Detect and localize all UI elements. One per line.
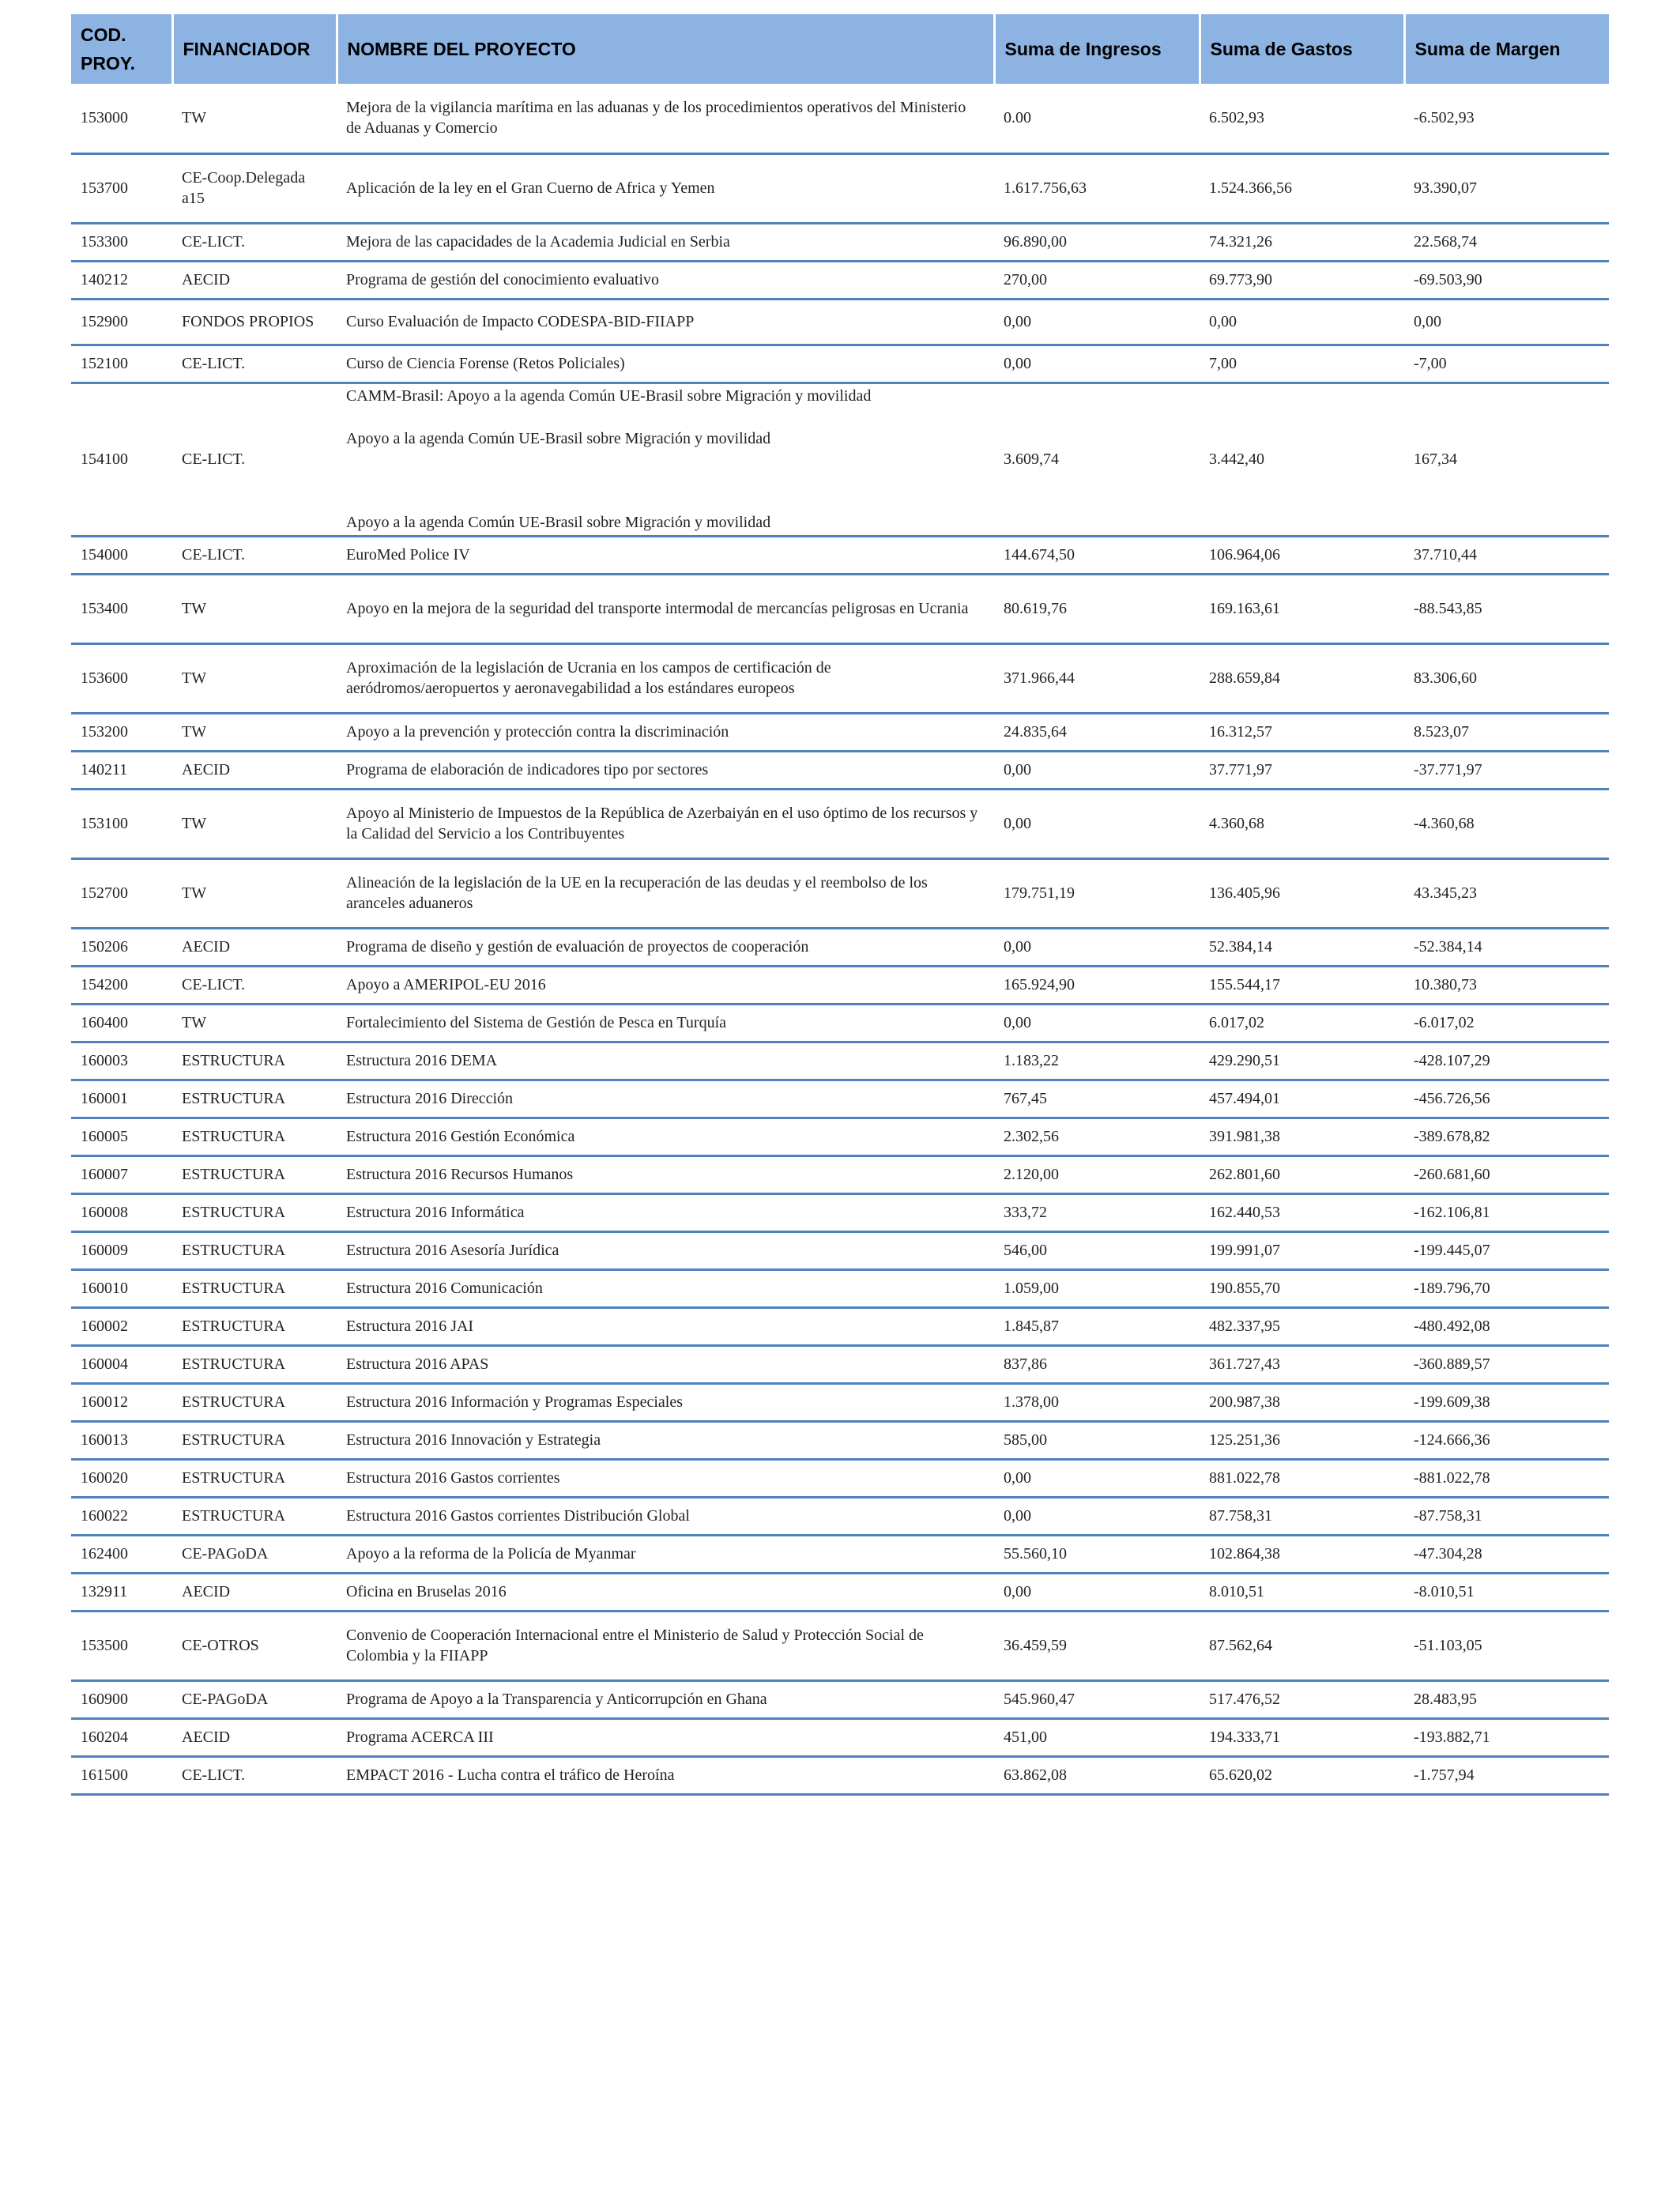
cell-financiador: TW: [172, 643, 337, 713]
cell-cod: 160020: [71, 1459, 172, 1497]
cell-ingresos: 0,00: [994, 789, 1200, 858]
cell-cod: 153500: [71, 1611, 172, 1680]
cell-nombre: EuroMed Police IV: [337, 536, 994, 574]
cell-nombre: Convenio de Cooperación Internacional entre el Ministerio de Salud y Protección Social de Colombia y la FIIAPP: [337, 1611, 994, 1680]
cell-margen: -193.882,71: [1404, 1718, 1609, 1756]
cell-margen: -389.678,82: [1404, 1118, 1609, 1155]
cell-cod: 160012: [71, 1383, 172, 1421]
project-name-line: Apoyo a la agenda Común UE-Brasil sobre Migración y movilidad: [346, 430, 771, 447]
cell-gastos: 65.620,02: [1200, 1756, 1404, 1794]
cell-ingresos: 36.459,59: [994, 1611, 1200, 1680]
cell-cod: 160022: [71, 1497, 172, 1535]
cell-ingresos: 0,00: [994, 1497, 1200, 1535]
cell-financiador: ESTRUCTURA: [172, 1421, 337, 1459]
cell-margen: 0,00: [1404, 299, 1609, 345]
cell-margen: 43.345,23: [1404, 858, 1609, 928]
cell-ingresos: 165.924,90: [994, 966, 1200, 1004]
table-row: [71, 1042, 1609, 1080]
cell-financiador: ESTRUCTURA: [172, 1155, 337, 1193]
cell-ingresos: 1.617.756,63: [994, 153, 1200, 223]
cell-ingresos: 1.183,22: [994, 1042, 1200, 1080]
cell-nombre: Estructura 2016 APAS: [337, 1345, 994, 1383]
cell-gastos: 881.022,78: [1200, 1459, 1404, 1497]
cell-ingresos: 0,00: [994, 751, 1200, 789]
cell-cod: 152700: [71, 858, 172, 928]
cell-ingresos: 144.674,50: [994, 536, 1200, 574]
table-row: [71, 1231, 1609, 1269]
header-nombre: NOMBRE DEL PROYECTO: [337, 14, 994, 84]
table-row: [71, 1155, 1609, 1193]
cell-ingresos: 80.619,76: [994, 574, 1200, 643]
cell-ingresos: 0,00: [994, 345, 1200, 383]
cell-gastos: 4.360,68: [1200, 789, 1404, 858]
cell-ingresos: 545.960,47: [994, 1680, 1200, 1718]
header-margen: Suma de Margen: [1404, 14, 1609, 84]
cell-ingresos: 333,72: [994, 1193, 1200, 1231]
cell-ingresos: 451,00: [994, 1718, 1200, 1756]
cell-cod: 154000: [71, 536, 172, 574]
cell-ingresos: 546,00: [994, 1231, 1200, 1269]
table-body: [71, 84, 1609, 1794]
cell-financiador: ESTRUCTURA: [172, 1497, 337, 1535]
cell-margen: -199.445,07: [1404, 1231, 1609, 1269]
table-row: [71, 1718, 1609, 1756]
cell-gastos: 125.251,36: [1200, 1421, 1404, 1459]
cell-cod: 153000: [71, 84, 172, 153]
cell-cod: 153700: [71, 153, 172, 223]
cell-financiador: TW: [172, 858, 337, 928]
cell-financiador: FONDOS PROPIOS: [172, 299, 337, 345]
table-row: [71, 858, 1609, 928]
table-row: [71, 1573, 1609, 1611]
cell-nombre: Mejora de la vigilancia marítima en las aduanas y de los procedimientos operativos del Ministerio de Aduanas y Comercio: [337, 84, 994, 153]
cell-margen: 37.710,44: [1404, 536, 1609, 574]
cell-financiador: TW: [172, 789, 337, 858]
cell-cod: 140211: [71, 751, 172, 789]
cell-cod: 132911: [71, 1573, 172, 1611]
cell-gastos: 136.405,96: [1200, 858, 1404, 928]
cell-cod: 160008: [71, 1193, 172, 1231]
cell-cod: 160010: [71, 1269, 172, 1307]
cell-margen: -8.010,51: [1404, 1573, 1609, 1611]
cell-margen: -189.796,70: [1404, 1269, 1609, 1307]
cell-ingresos: 1.845,87: [994, 1307, 1200, 1345]
cell-margen: -52.384,14: [1404, 928, 1609, 966]
cell-cod: 153300: [71, 223, 172, 261]
cell-gastos: 1.524.366,56: [1200, 153, 1404, 223]
cell-financiador: CE-Coop.Delegada a15: [172, 153, 337, 223]
cell-ingresos: 270,00: [994, 261, 1200, 299]
cell-financiador: CE-LICT.: [172, 966, 337, 1004]
cell-financiador: ESTRUCTURA: [172, 1383, 337, 1421]
cell-margen: -47.304,28: [1404, 1535, 1609, 1573]
cell-financiador: CE-PAGoDA: [172, 1535, 337, 1573]
cell-nombre: Apoyo a AMERIPOL-EU 2016: [337, 966, 994, 1004]
cell-cod: 153600: [71, 643, 172, 713]
cell-margen: -6.502,93: [1404, 84, 1609, 153]
header-gastos: Suma de Gastos: [1200, 14, 1404, 84]
table-row: [71, 1535, 1609, 1573]
table-row: [71, 223, 1609, 261]
table-row: [71, 1307, 1609, 1345]
cell-gastos: 517.476,52: [1200, 1680, 1404, 1718]
cell-nombre: Apoyo a la reforma de la Policía de Myanmar: [337, 1535, 994, 1573]
cell-margen: -37.771,97: [1404, 751, 1609, 789]
cell-nombre: Fortalecimiento del Sistema de Gestión de Pesca en Turquía: [337, 1004, 994, 1042]
cell-cod: 154100: [71, 383, 172, 536]
table-row: [71, 1118, 1609, 1155]
cell-nombre: Estructura 2016 Recursos Humanos: [337, 1155, 994, 1193]
table-row: [71, 383, 1609, 536]
cell-ingresos: 1.059,00: [994, 1269, 1200, 1307]
cell-ingresos: 1.378,00: [994, 1383, 1200, 1421]
cell-gastos: 6.502,93: [1200, 84, 1404, 153]
cell-nombre: Apoyo al Ministerio de Impuestos de la República de Azerbaiyán en el uso óptimo de los recursos y la Calidad del Servicio a los Contribuyentes: [337, 789, 994, 858]
cell-cod: 161500: [71, 1756, 172, 1794]
cell-nombre: Programa de elaboración de indicadores tipo por sectores: [337, 751, 994, 789]
cell-margen: 28.483,95: [1404, 1680, 1609, 1718]
table-row: [71, 1459, 1609, 1497]
cell-ingresos: 0,00: [994, 1459, 1200, 1497]
cell-nombre: Apoyo a la prevención y protección contra la discriminación: [337, 713, 994, 751]
table-row: [71, 1004, 1609, 1042]
cell-nombre: Oficina en Bruselas 2016: [337, 1573, 994, 1611]
cell-ingresos: 2.302,56: [994, 1118, 1200, 1155]
cell-nombre: Programa de Apoyo a la Transparencia y Anticorrupción en Ghana: [337, 1680, 994, 1718]
cell-margen: -51.103,05: [1404, 1611, 1609, 1680]
cell-cod: 160007: [71, 1155, 172, 1193]
cell-ingresos: 0,00: [994, 1004, 1200, 1042]
cell-gastos: 429.290,51: [1200, 1042, 1404, 1080]
cell-margen: -456.726,56: [1404, 1080, 1609, 1118]
table-row: [71, 1383, 1609, 1421]
cell-ingresos: 0,00: [994, 299, 1200, 345]
cell-cod: 140212: [71, 261, 172, 299]
table-row: [71, 345, 1609, 383]
cell-gastos: 6.017,02: [1200, 1004, 1404, 1042]
project-name-line: Apoyo a la agenda Común UE-Brasil sobre Migración y movilidad: [346, 514, 771, 531]
cell-margen: -124.666,36: [1404, 1421, 1609, 1459]
cell-nombre: Estructura 2016 DEMA: [337, 1042, 994, 1080]
cell-cod: 153100: [71, 789, 172, 858]
cell-nombre: Estructura 2016 Asesoría Jurídica: [337, 1231, 994, 1269]
cell-margen: 8.523,07: [1404, 713, 1609, 751]
table-row: [71, 1269, 1609, 1307]
cell-gastos: 457.494,01: [1200, 1080, 1404, 1118]
document-page: [71, 14, 1609, 1796]
table-row: [71, 789, 1609, 858]
cell-nombre: Estructura 2016 Innovación y Estrategia: [337, 1421, 994, 1459]
cell-cod: 162400: [71, 1535, 172, 1573]
cell-nombre: Apoyo en la mejora de la seguridad del transporte intermodal de mercancías peligrosas en Ucrania: [337, 574, 994, 643]
cell-margen: 22.568,74: [1404, 223, 1609, 261]
cell-cod: 160204: [71, 1718, 172, 1756]
cell-cod: 160400: [71, 1004, 172, 1042]
cell-gastos: 106.964,06: [1200, 536, 1404, 574]
cell-ingresos: 0,00: [994, 928, 1200, 966]
cell-margen: -260.681,60: [1404, 1155, 1609, 1193]
cell-ingresos: 371.966,44: [994, 643, 1200, 713]
cell-financiador: AECID: [172, 751, 337, 789]
cell-financiador: CE-LICT.: [172, 1756, 337, 1794]
header-row: [71, 14, 1609, 84]
cell-ingresos: 24.835,64: [994, 713, 1200, 751]
cell-ingresos: 55.560,10: [994, 1535, 1200, 1573]
cell-gastos: 16.312,57: [1200, 713, 1404, 751]
cell-nombre: Estructura 2016 Información y Programas Especiales: [337, 1383, 994, 1421]
cell-margen: 10.380,73: [1404, 966, 1609, 1004]
cell-financiador: TW: [172, 574, 337, 643]
cell-gastos: 74.321,26: [1200, 223, 1404, 261]
cell-financiador: AECID: [172, 928, 337, 966]
header-ingresos: Suma de Ingresos: [994, 14, 1200, 84]
cell-gastos: 199.991,07: [1200, 1231, 1404, 1269]
cell-margen: 93.390,07: [1404, 153, 1609, 223]
cell-gastos: 194.333,71: [1200, 1718, 1404, 1756]
table-row: [71, 574, 1609, 643]
cell-gastos: 7,00: [1200, 345, 1404, 383]
cell-cod: 160003: [71, 1042, 172, 1080]
table-row: [71, 1421, 1609, 1459]
cell-cod: 150206: [71, 928, 172, 966]
cell-ingresos: 96.890,00: [994, 223, 1200, 261]
projects-table: [71, 14, 1609, 1796]
header-cod: COD. PROY.: [71, 14, 172, 84]
cell-gastos: 37.771,97: [1200, 751, 1404, 789]
table-row: [71, 1611, 1609, 1680]
cell-financiador: ESTRUCTURA: [172, 1193, 337, 1231]
cell-financiador: CE-LICT.: [172, 383, 337, 536]
cell-margen: -360.889,57: [1404, 1345, 1609, 1383]
cell-gastos: 391.981,38: [1200, 1118, 1404, 1155]
cell-gastos: 3.442,40: [1200, 383, 1404, 536]
cell-gastos: 361.727,43: [1200, 1345, 1404, 1383]
table-row: [71, 84, 1609, 153]
cell-margen: -7,00: [1404, 345, 1609, 383]
cell-financiador: AECID: [172, 1718, 337, 1756]
cell-gastos: 482.337,95: [1200, 1307, 1404, 1345]
cell-financiador: ESTRUCTURA: [172, 1307, 337, 1345]
cell-nombre: Mejora de las capacidades de la Academia Judicial en Serbia: [337, 223, 994, 261]
table-row: [71, 966, 1609, 1004]
table-row: [71, 1345, 1609, 1383]
cell-gastos: 69.773,90: [1200, 261, 1404, 299]
cell-nombre: Programa ACERCA III: [337, 1718, 994, 1756]
cell-nombre: Estructura 2016 Gestión Económica: [337, 1118, 994, 1155]
cell-margen: -428.107,29: [1404, 1042, 1609, 1080]
cell-margen: -87.758,31: [1404, 1497, 1609, 1535]
cell-ingresos: 837,86: [994, 1345, 1200, 1383]
cell-nombre: Programa de diseño y gestión de evaluación de proyectos de cooperación: [337, 928, 994, 966]
cell-cod: 152100: [71, 345, 172, 383]
cell-margen: -480.492,08: [1404, 1307, 1609, 1345]
cell-nombre: Estructura 2016 Comunicación: [337, 1269, 994, 1307]
cell-cod: 153200: [71, 713, 172, 751]
cell-financiador: TW: [172, 84, 337, 153]
cell-nombre: Estructura 2016 Gastos corrientes: [337, 1459, 994, 1497]
cell-financiador: ESTRUCTURA: [172, 1080, 337, 1118]
cell-cod: 160009: [71, 1231, 172, 1269]
cell-gastos: 102.864,38: [1200, 1535, 1404, 1573]
cell-cod: 152900: [71, 299, 172, 345]
cell-nombre: Estructura 2016 Gastos corrientes Distribución Global: [337, 1497, 994, 1535]
table-row: [71, 261, 1609, 299]
cell-gastos: 87.758,31: [1200, 1497, 1404, 1535]
cell-gastos: 190.855,70: [1200, 1269, 1404, 1307]
cell-ingresos: 63.862,08: [994, 1756, 1200, 1794]
cell-nombre: EMPACT 2016 - Lucha contra el tráfico de Heroína: [337, 1756, 994, 1794]
cell-margen: 167,34: [1404, 383, 1609, 536]
cell-financiador: TW: [172, 1004, 337, 1042]
cell-financiador: AECID: [172, 1573, 337, 1611]
cell-margen: -162.106,81: [1404, 1193, 1609, 1231]
table-row: [71, 643, 1609, 713]
cell-financiador: ESTRUCTURA: [172, 1231, 337, 1269]
cell-nombre: [337, 383, 994, 536]
cell-margen: -1.757,94: [1404, 1756, 1609, 1794]
table-row: [71, 928, 1609, 966]
cell-financiador: ESTRUCTURA: [172, 1459, 337, 1497]
cell-gastos: 162.440,53: [1200, 1193, 1404, 1231]
cell-cod: 154200: [71, 966, 172, 1004]
table-row: [71, 1680, 1609, 1718]
cell-ingresos: 3.609,74: [994, 383, 1200, 536]
cell-margen: -88.543,85: [1404, 574, 1609, 643]
cell-ingresos: 767,45: [994, 1080, 1200, 1118]
cell-financiador: CE-LICT.: [172, 345, 337, 383]
cell-ingresos: 0,00: [994, 1573, 1200, 1611]
cell-cod: 160013: [71, 1421, 172, 1459]
cell-financiador: ESTRUCTURA: [172, 1042, 337, 1080]
cell-margen: -69.503,90: [1404, 261, 1609, 299]
cell-gastos: 155.544,17: [1200, 966, 1404, 1004]
cell-gastos: 0,00: [1200, 299, 1404, 345]
cell-margen: 83.306,60: [1404, 643, 1609, 713]
cell-ingresos: 179.751,19: [994, 858, 1200, 928]
cell-nombre: Estructura 2016 Informática: [337, 1193, 994, 1231]
table-row: [71, 713, 1609, 751]
table-row: [71, 1193, 1609, 1231]
cell-nombre: Aproximación de la legislación de Ucrania en los campos de certificación de aeródromos/aeropuertos y aeronavegabilidad a los estándares europeos: [337, 643, 994, 713]
table-row: [71, 299, 1609, 345]
cell-margen: -881.022,78: [1404, 1459, 1609, 1497]
cell-financiador: CE-LICT.: [172, 536, 337, 574]
cell-nombre: Curso Evaluación de Impacto CODESPA-BID-FIIAPP: [337, 299, 994, 345]
cell-gastos: 8.010,51: [1200, 1573, 1404, 1611]
cell-nombre: Programa de gestión del conocimiento evaluativo: [337, 261, 994, 299]
cell-ingresos: 2.120,00: [994, 1155, 1200, 1193]
cell-ingresos: 0.00: [994, 84, 1200, 153]
table-row: [71, 1080, 1609, 1118]
cell-gastos: 262.801,60: [1200, 1155, 1404, 1193]
cell-financiador: AECID: [172, 261, 337, 299]
cell-cod: 153400: [71, 574, 172, 643]
cell-financiador: CE-PAGoDA: [172, 1680, 337, 1718]
cell-financiador: ESTRUCTURA: [172, 1269, 337, 1307]
cell-cod: 160002: [71, 1307, 172, 1345]
cell-margen: -199.609,38: [1404, 1383, 1609, 1421]
cell-ingresos: 585,00: [994, 1421, 1200, 1459]
cell-gastos: 52.384,14: [1200, 928, 1404, 966]
cell-nombre: Curso de Ciencia Forense (Retos Policiales): [337, 345, 994, 383]
cell-nombre: Alineación de la legislación de la UE en la recuperación de las deudas y el reembolso de los aranceles aduaneros: [337, 858, 994, 928]
cell-cod: 160004: [71, 1345, 172, 1383]
cell-gastos: 169.163,61: [1200, 574, 1404, 643]
cell-nombre: Aplicación de la ley en el Gran Cuerno de Africa y Yemen: [337, 153, 994, 223]
cell-cod: 160900: [71, 1680, 172, 1718]
project-name-line: CAMM-Brasil: Apoyo a la agenda Común UE-Brasil sobre Migración y movilidad: [346, 387, 872, 405]
table-row: [71, 1497, 1609, 1535]
cell-nombre: Estructura 2016 JAI: [337, 1307, 994, 1345]
header-financiador: FINANCIADOR: [172, 14, 337, 84]
cell-nombre: Estructura 2016 Dirección: [337, 1080, 994, 1118]
cell-cod: 160001: [71, 1080, 172, 1118]
cell-gastos: 288.659,84: [1200, 643, 1404, 713]
cell-margen: -6.017,02: [1404, 1004, 1609, 1042]
cell-cod: 160005: [71, 1118, 172, 1155]
cell-financiador: TW: [172, 713, 337, 751]
cell-margen: -4.360,68: [1404, 789, 1609, 858]
cell-gastos: 87.562,64: [1200, 1611, 1404, 1680]
cell-financiador: CE-LICT.: [172, 223, 337, 261]
table-row: [71, 751, 1609, 789]
cell-financiador: ESTRUCTURA: [172, 1345, 337, 1383]
cell-financiador: ESTRUCTURA: [172, 1118, 337, 1155]
cell-financiador: CE-OTROS: [172, 1611, 337, 1680]
table-row: [71, 1756, 1609, 1794]
table-row: [71, 153, 1609, 223]
table-row: [71, 536, 1609, 574]
cell-gastos: 200.987,38: [1200, 1383, 1404, 1421]
